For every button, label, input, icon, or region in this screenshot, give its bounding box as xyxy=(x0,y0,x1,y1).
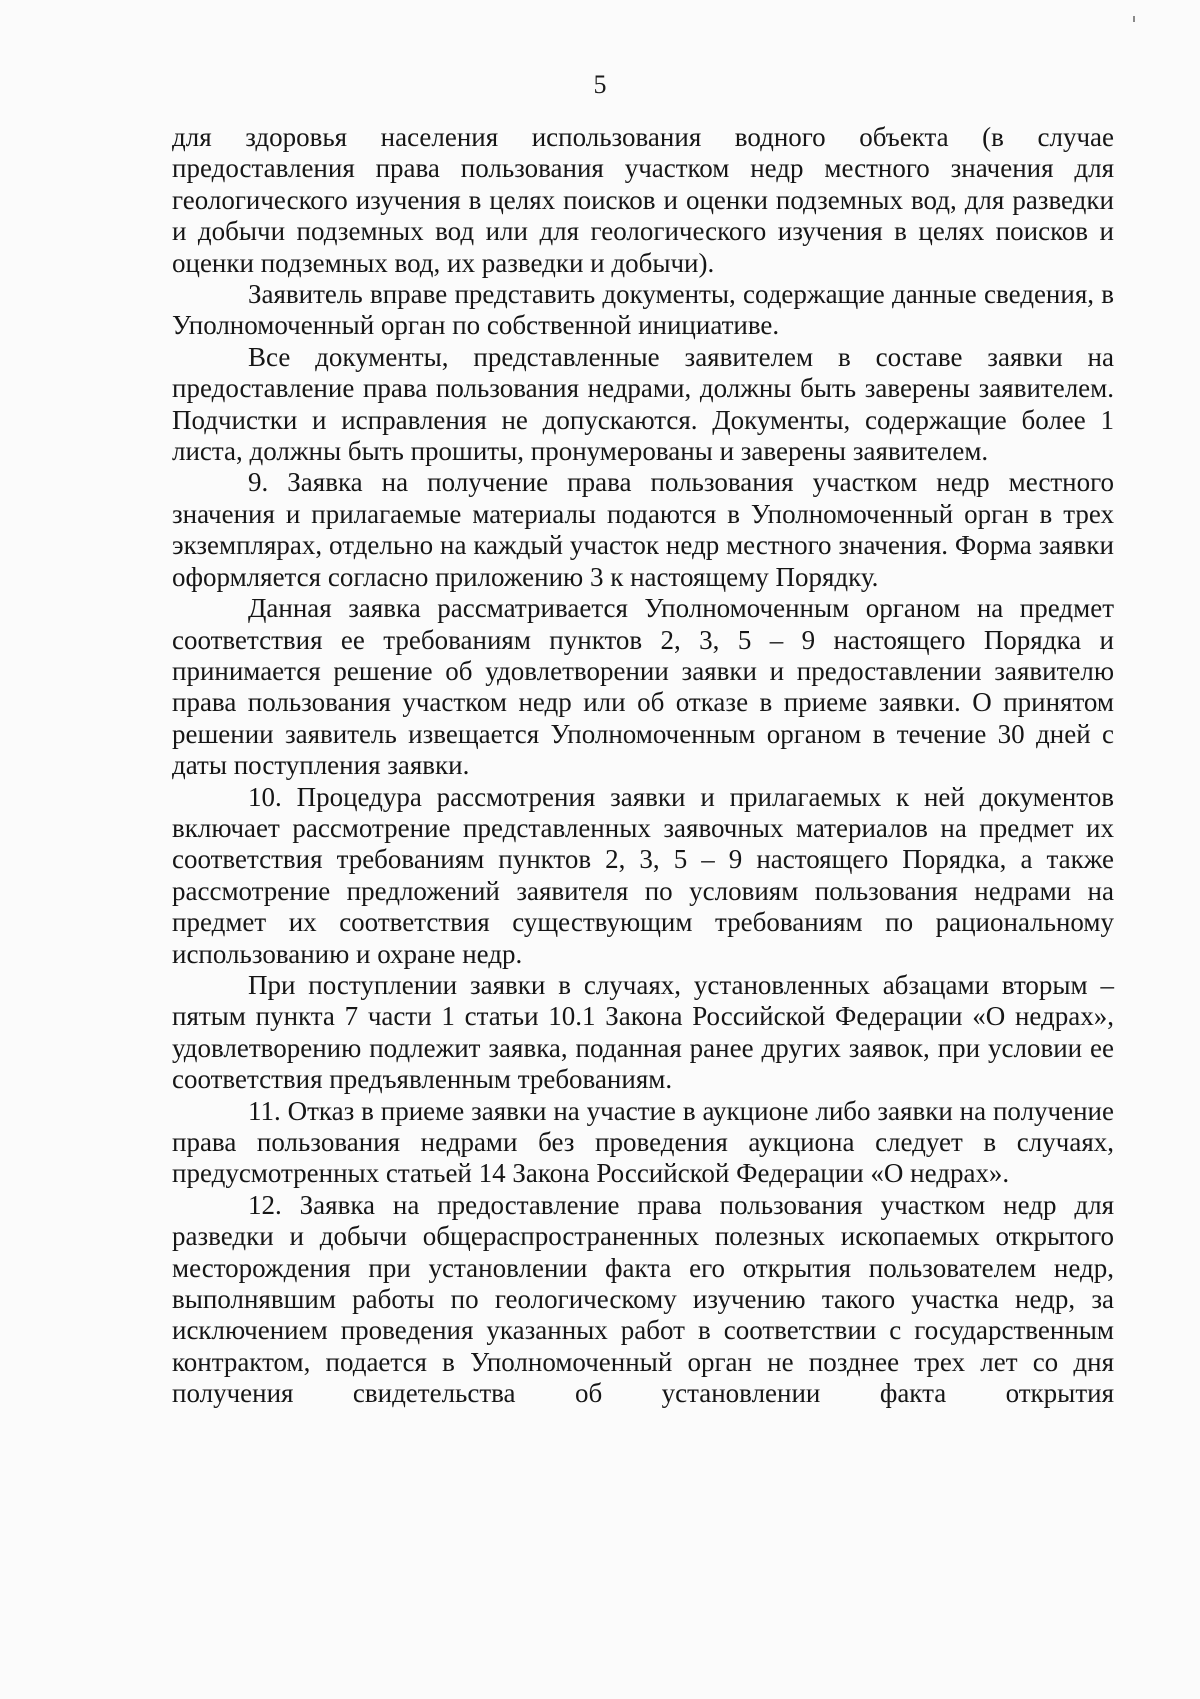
scan-edge-mark xyxy=(1133,16,1135,22)
paragraph-health-water-object: для здоровья населения использования водного объекта (в случае предоставления права пользования участком недр местного значения для геологического изучения в целях поисков и оценки подземных вод, для разведки и добычи подземных вод или для геологического изучения в целях поисков и оценки подземных вод, их разведки и добычи). xyxy=(172,122,1114,278)
paragraph-item-11: 11. Отказ в приеме заявки на участие в аукционе либо заявки на получение права пользования недрами без проведения аукциона следует в случаях, предусмотренных статьей 14 Закона Российской Федерации «О недрах». xyxy=(172,1095,1114,1189)
paragraph-item-9: 9. Заявка на получение права пользования участком недр местного значения и прилагаемые материалы подаются в Уполномоченный орган в трех экземплярах, отдельно на каждый участок недр местного значения. Форма заявки оформляется согласно приложению 3 к настоящему Порядку. xyxy=(172,467,1114,592)
paragraph-item-12: 12. Заявка на предоставление права пользования участком недр для разведки и добычи общераспространенных полезных ископаемых открытого месторождения при установлении факта его открытия пользователем недр, выполнявшим работы по геологическому изучению такого участка недр, за исключением проведения указанных работ в соответствии с государственным контрактом, подается в Уполномоченный орган не позднее трех лет со дня получения свидетельства об установлении факта открытия xyxy=(172,1189,1114,1409)
paragraph-documents-certification: Все документы, представленные заявителем в составе заявки на предоставление права пользования недрами, должны быть заверены заявителем. Подчистки и исправления не допускаются. Документы, содержащие более 1 листа, должны быть прошиты, пронумерованы и заверены заявителем. xyxy=(172,341,1114,467)
paragraph-item-10: 10. Процедура рассмотрения заявки и прилагаемых к ней документов включает рассмотрение представленных заявочных материалов на предмет их соответствия требованиям пунктов 2, 3, 5 – 9 настоящего Порядка, а также рассмотрение предложений заявителя по условиям пользования недрами на предмет их соответствия существующим требованиям по рациональному использованию и охране недр. xyxy=(172,781,1114,969)
document-body xyxy=(172,122,1114,1410)
paragraph-applicant-right: Заявитель вправе представить документы, содержащие данные сведения, в Уполномоченный орган по собственной инициативе. xyxy=(172,279,1114,341)
paragraph-priority-applications: При поступлении заявки в случаях, установленных абзацами вторым – пятым пункта 7 части 1 статьи 10.1 Закона Российской Федерации «О недрах», удовлетворению подлежит заявка, поданная ранее других заявок, при условии ее соответствия предъявленным требованиям. xyxy=(172,969,1114,1095)
paragraph-application-review: Данная заявка рассматривается Уполномоченным органом на предмет соответствия ее требованиям пунктов 2, 3, 5 – 9 настоящего Порядка и принимается решение об удовлетворении заявки и предоставлении заявителю права пользования участком недр или об отказе в приеме заявки. О принятом решении заявитель извещается Уполномоченным органом в течение 30 дней с даты поступления заявки. xyxy=(172,593,1114,781)
page-number: 5 xyxy=(593,70,607,99)
